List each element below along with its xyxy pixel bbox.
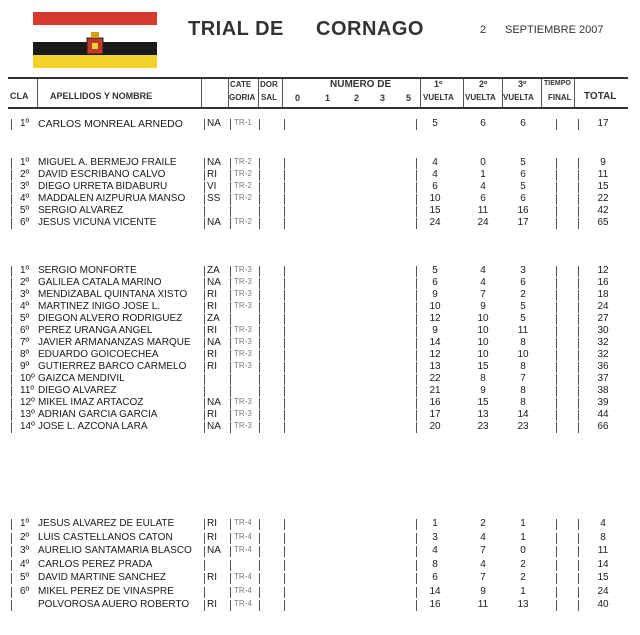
- category-cell: TR-3: [234, 301, 252, 310]
- lap2-cell: 4: [480, 558, 486, 570]
- lap1-cell: 5: [432, 265, 438, 276]
- lap2-cell: 7: [480, 289, 486, 300]
- lap3-cell: 2: [520, 289, 526, 300]
- lap3-cell: 8: [520, 337, 526, 348]
- total-cell: 65: [597, 217, 609, 228]
- lap1-cell: 21: [429, 385, 441, 396]
- name-cell: JESUS ALVAREZ DE EULATE: [38, 518, 175, 529]
- col-n2: 2: [354, 93, 360, 103]
- total-cell: 11: [597, 169, 609, 180]
- lap1-cell: 4: [432, 169, 438, 180]
- col-v3-bottom: VUELTA: [503, 93, 534, 102]
- category-cell: TR-4: [234, 531, 252, 541]
- club-cell: SS: [207, 193, 221, 204]
- name-cell: AURELIO SANTAMARIA BLASCO: [38, 545, 192, 556]
- col-n1: 1: [325, 93, 331, 103]
- category-cell: TR-2: [234, 193, 252, 202]
- total-cell: 24: [597, 301, 609, 312]
- club-cell: RI: [207, 301, 217, 312]
- position-cell: 7º: [20, 337, 30, 348]
- table-row: [0, 518, 640, 531]
- club-cell: NA: [207, 337, 221, 348]
- category-cell: TR-2: [234, 217, 252, 226]
- col-n0: 0: [295, 93, 301, 103]
- lap3-cell: 1: [520, 518, 526, 529]
- lap1-cell: 16: [429, 397, 441, 408]
- position-cell: 13º: [20, 409, 35, 420]
- total-cell: 32: [597, 349, 609, 360]
- name-cell: DAVID ESCRIBANO CALVO: [38, 169, 166, 180]
- position-cell: 1º: [20, 518, 30, 529]
- position-cell: 3º: [20, 545, 30, 556]
- lap3-cell: 0: [520, 545, 526, 556]
- lap1-cell: 20: [429, 421, 441, 432]
- category-cell: TR-3: [234, 361, 252, 370]
- name-cell: MIKEL PEREZ DE VIÑASPRE: [38, 585, 174, 597]
- lap3-cell: 8: [520, 385, 526, 396]
- lap2-cell: 7: [480, 545, 486, 556]
- name-cell: MARTINEZ IÑIGO JOSE L.: [38, 301, 161, 312]
- club-cell: NA: [207, 397, 221, 408]
- page-title-left: TRIAL DE: [188, 18, 284, 40]
- position-cell: 9º: [20, 361, 30, 372]
- position-cell: 2º: [20, 277, 30, 288]
- total-cell: 15: [597, 181, 609, 192]
- name-cell: ADRIAN GARCIA GARCIA: [38, 409, 158, 420]
- lap2-cell: 9: [480, 301, 486, 312]
- lap2-cell: 9: [480, 385, 486, 396]
- lap3-cell: 6: [520, 118, 526, 129]
- name-cell: SERGIO ALVAREZ: [38, 205, 124, 216]
- name-cell: MENDIZABAL QUINTANA XISTO: [38, 289, 188, 300]
- col-v1-top: 1º: [434, 79, 443, 89]
- name-cell: GUTIERREZ BARCO CARMELO: [38, 361, 187, 372]
- total-cell: 8: [600, 531, 606, 543]
- lap3-cell: 2: [520, 558, 526, 570]
- col-tiempo-top: TIEMPO: [544, 80, 571, 87]
- col-dorsal-bottom: SAL: [261, 93, 277, 102]
- col-cate-bottom: GORIA: [229, 93, 256, 102]
- lap3-cell: 2: [520, 572, 526, 583]
- total-cell: 15: [597, 572, 609, 583]
- lap2-cell: 13: [477, 409, 489, 420]
- name-cell: GALILEA CATALA MARINO: [38, 277, 162, 288]
- lap2-cell: 23: [477, 421, 489, 432]
- position-cell: 5º: [20, 313, 30, 324]
- lap1-cell: 9: [432, 325, 438, 336]
- name-cell: CARLOS MONREAL ARNEDO: [38, 118, 183, 130]
- page-title-right: CORNAGO: [316, 18, 424, 40]
- lap2-cell: 1: [480, 169, 486, 180]
- lap1-cell: 16: [429, 599, 441, 610]
- club-cell: RI: [207, 409, 217, 420]
- club-cell: VI: [207, 181, 217, 192]
- table-row: [0, 118, 640, 131]
- category-cell: TR-3: [234, 277, 252, 286]
- total-cell: 38: [597, 385, 609, 396]
- lap3-cell: 8: [520, 361, 526, 372]
- name-cell: PEREZ URANGA ANGEL: [38, 325, 153, 336]
- position-cell: 2º: [20, 531, 30, 543]
- club-cell: RI: [207, 325, 217, 336]
- club-cell: RI: [207, 572, 217, 583]
- name-cell: JOSE L. AZCONA LARA: [38, 421, 148, 432]
- name-cell: DAVID MARTINE SANCHEZ: [38, 572, 166, 583]
- total-cell: 27: [597, 313, 609, 324]
- club-cell: NA: [207, 421, 221, 432]
- total-cell: 17: [597, 118, 609, 129]
- lap3-cell: 17: [517, 217, 529, 228]
- col-v1-bottom: VUELTA: [423, 93, 454, 102]
- lap2-cell: 6: [480, 193, 486, 204]
- date-day: 2: [480, 24, 487, 36]
- category-cell: TR-3: [234, 337, 252, 346]
- name-cell: MADDALEN AIZPURUA MANSO: [38, 193, 186, 204]
- total-cell: 16: [597, 277, 609, 288]
- position-cell: 1º: [20, 265, 30, 276]
- lap1-cell: 5: [432, 118, 438, 129]
- lap1-cell: 4: [432, 157, 438, 168]
- category-cell: TR-4: [234, 545, 252, 554]
- lap3-cell: 23: [517, 421, 529, 432]
- name-cell: JAVIER ARMAÑANZAS MARQUE: [38, 337, 191, 348]
- club-cell: RI: [207, 531, 217, 543]
- total-cell: 4: [600, 518, 606, 529]
- club-cell: NA: [207, 118, 221, 129]
- total-cell: 40: [597, 599, 609, 610]
- lap3-cell: 5: [520, 313, 526, 324]
- lap2-cell: 11: [477, 205, 489, 216]
- club-cell: NA: [207, 157, 221, 168]
- lap3-cell: 1: [520, 531, 526, 543]
- name-cell: JESUS VICUÑA VICENTE: [38, 217, 157, 228]
- col-numero: NUMERO DE: [330, 79, 392, 90]
- lap3-cell: 6: [520, 193, 526, 204]
- name-cell: DIEGO ALVAREZ: [38, 385, 117, 396]
- name-cell: SERGIO MONFORTE: [38, 265, 137, 276]
- position-cell: 8º: [20, 349, 30, 360]
- club-cell: NA: [207, 277, 221, 288]
- name-cell: CARLOS PEREZ PRADA: [38, 558, 153, 570]
- lap1-cell: 10: [429, 193, 441, 204]
- club-cell: RI: [207, 349, 217, 360]
- lap1-cell: 12: [429, 349, 441, 360]
- lap3-cell: 5: [520, 301, 526, 312]
- category-cell: TR-4: [234, 599, 252, 608]
- table-row: [0, 559, 640, 572]
- lap1-cell: 24: [429, 217, 441, 228]
- category-cell: TR-2: [234, 181, 252, 190]
- lap3-cell: 14: [517, 409, 529, 420]
- table-row: [0, 586, 640, 599]
- club-cell: NA: [207, 217, 221, 228]
- lap2-cell: 10: [477, 325, 489, 336]
- col-cate-top: CATE: [230, 80, 252, 89]
- position-cell: 14º: [20, 421, 35, 432]
- category-cell: TR-3: [234, 421, 252, 430]
- total-cell: 30: [597, 325, 609, 336]
- lap1-cell: 6: [432, 277, 438, 288]
- lap2-cell: 24: [477, 217, 489, 228]
- total-cell: 14: [597, 558, 609, 570]
- club-cell: NA: [207, 545, 221, 556]
- position-cell: 3º: [20, 181, 30, 192]
- category-cell: TR-3: [234, 349, 252, 358]
- category-cell: TR-3: [234, 325, 252, 334]
- total-cell: 24: [597, 585, 609, 597]
- lap3-cell: 5: [520, 181, 526, 192]
- lap3-cell: 1: [520, 585, 526, 597]
- club-cell: ZA: [207, 313, 220, 324]
- col-v2-bottom: VUELTA: [465, 93, 496, 102]
- lap2-cell: 11: [477, 599, 489, 610]
- lap2-cell: 15: [477, 361, 489, 372]
- lap3-cell: 13: [517, 599, 529, 610]
- lap1-cell: 13: [429, 361, 441, 372]
- table-row: [0, 545, 640, 558]
- club-cell: RI: [207, 518, 217, 529]
- position-cell: 6º: [20, 585, 30, 597]
- total-cell: 22: [597, 193, 609, 204]
- col-tiempo-bottom: FINAL: [548, 93, 572, 102]
- date-month: SEPTIEMBRE 2007: [505, 24, 604, 36]
- lap1-cell: 14: [429, 585, 441, 597]
- table-row: [0, 572, 640, 585]
- lap3-cell: 8: [520, 397, 526, 408]
- position-cell: 12º: [20, 397, 35, 408]
- lap2-cell: 4: [480, 277, 486, 288]
- category-cell: TR-3: [234, 397, 252, 406]
- lap2-cell: 10: [477, 313, 489, 324]
- lap1-cell: 15: [429, 205, 441, 216]
- lap2-cell: 8: [480, 373, 486, 384]
- table-row: [0, 599, 640, 612]
- position-cell: 4º: [20, 301, 30, 312]
- category-cell: TR-3: [234, 289, 252, 298]
- name-cell: MIGUEL A. BERMEJO FRAILE: [38, 157, 177, 168]
- lap1-cell: 6: [432, 181, 438, 192]
- total-cell: 11: [597, 545, 609, 556]
- lap2-cell: 15: [477, 397, 489, 408]
- lap3-cell: 5: [520, 157, 526, 168]
- category-cell: TR-4: [234, 518, 252, 527]
- total-cell: 12: [597, 265, 609, 276]
- lap1-cell: 14: [429, 337, 441, 348]
- lap2-cell: 10: [477, 337, 489, 348]
- position-cell: 2º: [20, 169, 30, 180]
- col-dorsal-top: DOR: [260, 80, 278, 89]
- lap1-cell: 12: [429, 313, 441, 324]
- lap2-cell: 10: [477, 349, 489, 360]
- category-cell: TR-3: [234, 265, 252, 274]
- lap2-cell: 0: [480, 157, 486, 168]
- lap3-cell: 10: [517, 349, 529, 360]
- name-cell: LUIS CASTELLANOS CATON: [38, 531, 173, 543]
- lap2-cell: 7: [480, 572, 486, 583]
- lap1-cell: 9: [432, 289, 438, 300]
- lap2-cell: 6: [480, 118, 486, 129]
- lap2-cell: 9: [480, 585, 486, 597]
- total-cell: 36: [597, 361, 609, 372]
- lap3-cell: 11: [517, 325, 529, 336]
- lap3-cell: 3: [520, 265, 526, 276]
- position-cell: 11º: [20, 385, 35, 396]
- category-cell: TR-2: [234, 157, 252, 166]
- lap3-cell: 16: [517, 205, 529, 216]
- club-cell: RI: [207, 599, 217, 610]
- table-header: [8, 77, 628, 109]
- table-row: [0, 421, 640, 434]
- col-n3: 3: [380, 93, 386, 103]
- total-cell: 44: [597, 409, 609, 420]
- col-v3-top: 3º: [518, 79, 527, 89]
- category-cell: TR-3: [234, 409, 252, 418]
- position-cell: 6º: [20, 217, 30, 228]
- club-cell: RI: [207, 169, 217, 180]
- total-cell: 18: [597, 289, 609, 300]
- name-cell: POLVOROSA AUERO ROBERTO: [38, 599, 190, 610]
- total-cell: 66: [597, 421, 609, 432]
- position-cell: 6º: [20, 325, 30, 336]
- name-cell: MIKEL IMAZ ARTACOZ: [38, 397, 144, 408]
- position-cell: 4º: [20, 193, 30, 204]
- name-cell: DIEGON ALVERO RODRIGUEZ: [38, 313, 183, 324]
- table-row: [0, 217, 640, 230]
- club-cell: RI: [207, 289, 217, 300]
- position-cell: 3º: [20, 289, 30, 300]
- lap1-cell: 3: [432, 531, 438, 543]
- col-total: TOTAL: [584, 91, 617, 102]
- lap1-cell: 17: [429, 409, 441, 420]
- position-cell: 5º: [20, 572, 30, 583]
- lap1-cell: 4: [432, 545, 438, 556]
- lap3-cell: 6: [520, 277, 526, 288]
- category-cell: TR-4: [234, 585, 252, 595]
- col-n5: 5: [406, 93, 412, 103]
- lap1-cell: 6: [432, 572, 438, 583]
- name-cell: DIEGO URRETA BIDABURU: [38, 181, 168, 192]
- total-cell: 39: [597, 397, 609, 408]
- category-cell: TR-2: [234, 169, 252, 178]
- flag-logo: [33, 12, 157, 68]
- name-cell: EDUARDO GOICOECHEA: [38, 349, 159, 360]
- club-cell: RI: [207, 361, 217, 372]
- lap1-cell: 10: [429, 301, 441, 312]
- lap2-cell: 4: [480, 181, 486, 192]
- club-cell: ZA: [207, 265, 220, 276]
- col-cla: CLA: [10, 91, 29, 101]
- table-row: [0, 532, 640, 545]
- total-cell: 32: [597, 337, 609, 348]
- col-v2-top: 2º: [479, 79, 488, 89]
- lap1-cell: 1: [432, 518, 438, 529]
- total-cell: 37: [597, 373, 609, 384]
- lap1-cell: 8: [432, 558, 438, 570]
- category-cell: TR-4: [234, 572, 252, 581]
- lap3-cell: 6: [520, 169, 526, 180]
- name-cell: GAIZCA MENDIVIL: [38, 373, 125, 384]
- lap1-cell: 22: [429, 373, 441, 384]
- lap3-cell: 7: [520, 373, 526, 384]
- position-cell: 5º: [20, 205, 30, 216]
- category-cell: TR-1: [234, 118, 252, 127]
- position-cell: 1º: [20, 157, 30, 168]
- lap2-cell: 4: [480, 531, 486, 543]
- col-name: APELLIDOS Y NOMBRE: [50, 91, 153, 101]
- position-cell: 10º: [20, 373, 35, 384]
- position-cell: 4º: [20, 558, 30, 570]
- coat-of-arms-icon: [86, 32, 104, 58]
- total-cell: 9: [600, 157, 606, 168]
- position-cell: 1º: [20, 118, 30, 129]
- lap2-cell: 4: [480, 265, 486, 276]
- total-cell: 42: [597, 205, 609, 216]
- lap2-cell: 2: [480, 518, 486, 529]
